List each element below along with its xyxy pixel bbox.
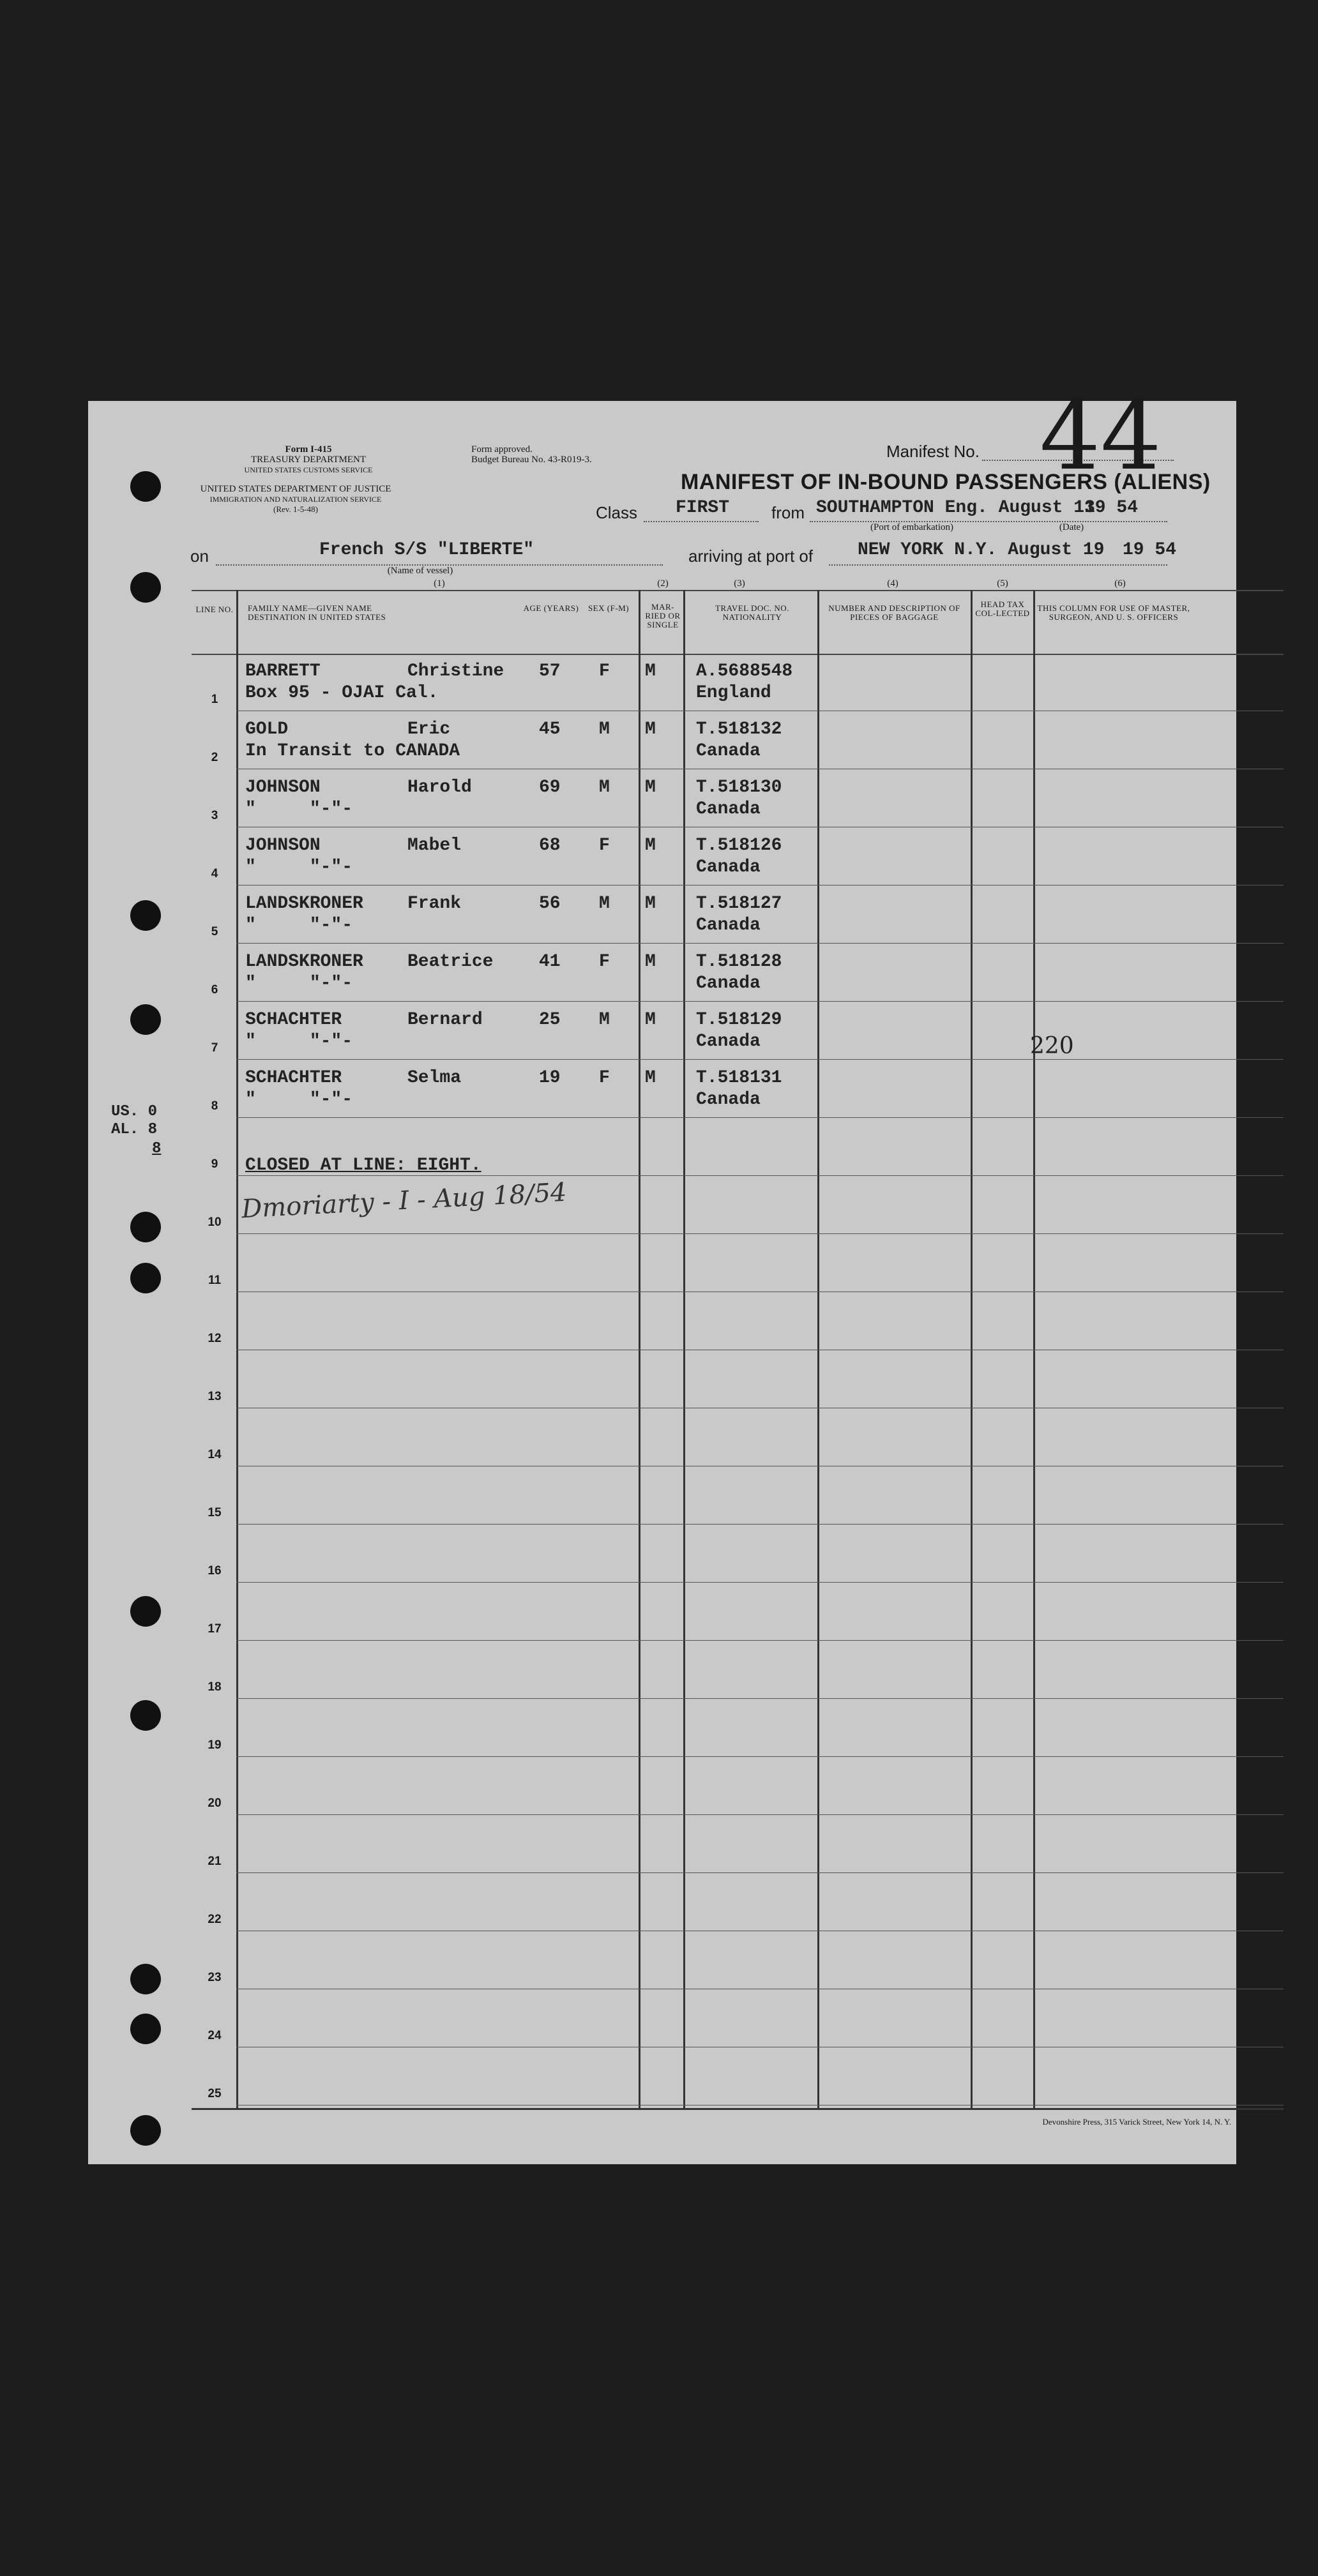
passenger-given-name: Mabel [407,836,462,855]
passenger-given-name: Christine [407,661,504,681]
line-number: 6 [211,983,218,997]
class-label: Class [596,503,638,522]
punch-hole [130,2115,161,2146]
line-number: 5 [211,925,218,938]
arriving-label: arriving at port of [688,546,814,566]
inspector-signature: Dmoriarty - I - Aug 18/54 [241,1177,568,1224]
justice-dept: UNITED STATES DEPARTMENT OF JUSTICE [200,484,391,494]
line-number: 4 [211,867,218,880]
row-divider [236,943,1284,944]
col-header-name: FAMILY NAME—GIVEN NAME DESTINATION IN UNITED STATES [248,603,386,622]
passenger-marital-status: M [645,1068,656,1088]
passenger-sex: M [599,894,610,914]
line-number: 20 [208,1796,222,1810]
col-header-age: AGE (YEARS) [523,603,579,613]
col-header-headtax: HEAD TAX COL-LECTED [975,599,1030,618]
passenger-family-name: LANDSKRONER [245,952,363,972]
passenger-travel-doc: T.518130 [696,778,782,797]
embarkation-year: 19 54 [1084,498,1139,518]
passenger-destination: " "-"- [245,974,353,993]
passenger-age: 45 [539,719,561,739]
treasury-dept: TREASURY DEPARTMENT [250,455,367,465]
manifest-no-label: Manifest No. [886,442,980,461]
passenger-marital-status: M [645,661,656,681]
col-num-1: (1) [434,578,445,589]
passenger-nationality: Canada [696,1090,761,1110]
embarkation-value: SOUTHAMPTON Eng. August 13 [816,498,1095,518]
from-label: from [771,503,805,522]
punch-hole [130,572,161,603]
punch-hole [130,1212,161,1242]
passenger-given-name: Eric [407,719,451,739]
line-number: 17 [208,1622,222,1636]
form-number: Form I-415 [285,444,332,455]
port-caption: (Port of embarkation) [870,522,953,532]
line-number: 2 [211,751,218,764]
line-number: 18 [208,1680,222,1694]
manifest-title: MANIFEST OF IN-BOUND PASSENGERS (ALIENS) [681,470,1211,494]
revision-date: (Rev. 1-5-48) [273,504,318,514]
line-number: 16 [208,1564,222,1578]
passenger-given-name: Bernard [407,1010,483,1030]
passenger-nationality: Canada [696,741,761,761]
row-divider [236,1698,1284,1699]
passenger-destination: In Transit to CANADA [245,741,460,761]
row-divider [236,1524,1284,1525]
passenger-marital-status: M [645,1010,656,1030]
punch-hole [130,1964,161,1994]
passenger-destination: " "-"- [245,1090,353,1110]
arrival-value: NEW YORK N.Y. August 19 [858,540,1105,560]
closed-at-line: CLOSED AT LINE: EIGHT. [245,1156,481,1175]
col-num-2: (2) [657,578,669,589]
col-header-baggage: NUMBER AND DESCRIPTION OF PIECES OF BAGGAGE [828,603,960,622]
passenger-marital-status: M [645,836,656,855]
passenger-family-name: GOLD [245,719,289,739]
line-number: 22 [208,1913,222,1926]
passenger-family-name: BARRETT [245,661,321,681]
passenger-sex: F [599,952,610,972]
punch-hole [130,1263,161,1293]
passenger-travel-doc: T.518129 [696,1010,782,1030]
passenger-nationality: Canada [696,857,761,877]
passenger-nationality: Canada [696,974,761,993]
line-number: 15 [208,1506,222,1519]
al-tally: AL. 8 [111,1121,158,1138]
passenger-given-name: Beatrice [407,952,494,972]
passenger-travel-doc: T.518128 [696,952,782,972]
passenger-destination: " "-"- [245,915,353,935]
line-number: 1 [211,693,218,706]
passenger-age: 19 [539,1068,561,1088]
us-tally: US. 0 [111,1103,158,1120]
punch-hole [130,1596,161,1627]
punch-hole [130,1700,161,1731]
passenger-age: 25 [539,1010,561,1030]
passenger-sex: M [599,778,610,797]
passenger-nationality: Canada [696,799,761,819]
passenger-destination: Box 95 - OJAI Cal. [245,683,439,703]
punch-hole [130,1004,161,1035]
passenger-given-name: Selma [407,1068,462,1088]
line-number: 10 [208,1216,222,1229]
arrival-year: 19 54 [1123,540,1177,560]
line-number: 14 [208,1448,222,1461]
total-tally: 8 [152,1140,162,1157]
passenger-nationality: England [696,683,771,703]
passenger-sex: F [599,836,610,855]
col-header-sex: SEX (F-M) [587,603,630,613]
manifest-number: 44 [1040,380,1162,492]
manifest-sheet [88,380,1236,2164]
passenger-family-name: JOHNSON [245,778,321,797]
passenger-given-name: Harold [407,778,472,797]
passenger-nationality: Canada [696,1032,761,1051]
budget-bureau: Budget Bureau No. 43-R019-3. [471,455,592,465]
form-approved: Form approved. [471,444,533,455]
line-number: 13 [208,1390,222,1403]
class-value: FIRST [676,498,730,518]
row-divider [236,1756,1284,1757]
headtax-note: 220 [1030,1033,1074,1059]
row-divider [236,1001,1284,1002]
row-divider [236,1582,1284,1583]
vessel-value: French S/S "LIBERTE" [319,540,534,560]
passenger-travel-doc: T.518126 [696,836,782,855]
passenger-sex: M [599,1010,610,1030]
date-caption: (Date) [1059,522,1084,532]
passenger-travel-doc: T.518132 [696,719,782,739]
passenger-sex: M [599,719,610,739]
col-header-line-no: LINE NO. [195,605,234,614]
punch-hole [130,2014,161,2044]
passenger-age: 41 [539,952,561,972]
punch-hole [130,471,161,502]
row-divider [236,1175,1284,1176]
passenger-nationality: Canada [696,915,761,935]
line-number: 19 [208,1738,222,1752]
col-num-5: (5) [997,578,1008,589]
line-number: 11 [208,1274,222,1287]
col-header-married: MAR-RIED OR SINGLE [645,602,681,629]
passenger-destination: " "-"- [245,1032,353,1051]
passenger-destination: " "-"- [245,799,353,819]
row-divider [236,1640,1284,1641]
passenger-family-name: SCHACHTER [245,1068,342,1088]
line-number: 8 [211,1099,218,1113]
passenger-age: 56 [539,894,561,914]
passenger-marital-status: M [645,952,656,972]
passenger-age: 68 [539,836,561,855]
line-number: 24 [208,2029,222,2042]
passenger-travel-doc: A.5688548 [696,661,793,681]
col-header-travel: TRAVEL DOC. NO. NATIONALITY [715,603,789,622]
vessel-caption: (Name of vessel) [387,566,453,576]
ins-service: IMMIGRATION AND NATURALIZATION SERVICE [209,495,382,504]
passenger-family-name: LANDSKRONER [245,894,363,914]
col-num-3: (3) [734,578,745,589]
passenger-age: 57 [539,661,561,681]
punch-hole [130,900,161,931]
row-divider [236,1233,1284,1234]
passenger-travel-doc: T.518131 [696,1068,782,1088]
line-number: 25 [208,2087,222,2100]
passenger-family-name: JOHNSON [245,836,321,855]
on-label: on [190,546,209,566]
printer-footer: Devonshire Press, 315 Varick Street, New York 14, N. Y. [1042,2117,1231,2127]
passenger-sex: F [599,1068,610,1088]
passenger-sex: F [599,661,610,681]
passenger-marital-status: M [645,894,656,914]
row-divider [236,1059,1284,1060]
passenger-destination: " "-"- [245,857,353,877]
passenger-family-name: SCHACHTER [245,1010,342,1030]
passenger-marital-status: M [645,778,656,797]
col-num-4: (4) [887,578,898,589]
line-number: 23 [208,1971,222,1984]
passenger-marital-status: M [645,719,656,739]
passenger-travel-doc: T.518127 [696,894,782,914]
line-number: 3 [211,809,218,822]
col-num-6: (6) [1114,578,1126,589]
row-divider [236,1872,1284,1873]
row-divider [236,1814,1284,1815]
passenger-age: 69 [539,778,561,797]
line-number: 12 [208,1332,222,1345]
row-divider [236,1117,1284,1118]
line-number: 9 [211,1157,218,1171]
col-header-officers: THIS COLUMN FOR USE OF MASTER, SURGEON, AND U. S. OFFICERS [1037,603,1190,622]
line-number: 21 [208,1855,222,1868]
line-number: 7 [211,1041,218,1055]
customs-service: UNITED STATES CUSTOMS SERVICE [244,465,373,474]
passenger-given-name: Frank [407,894,462,914]
